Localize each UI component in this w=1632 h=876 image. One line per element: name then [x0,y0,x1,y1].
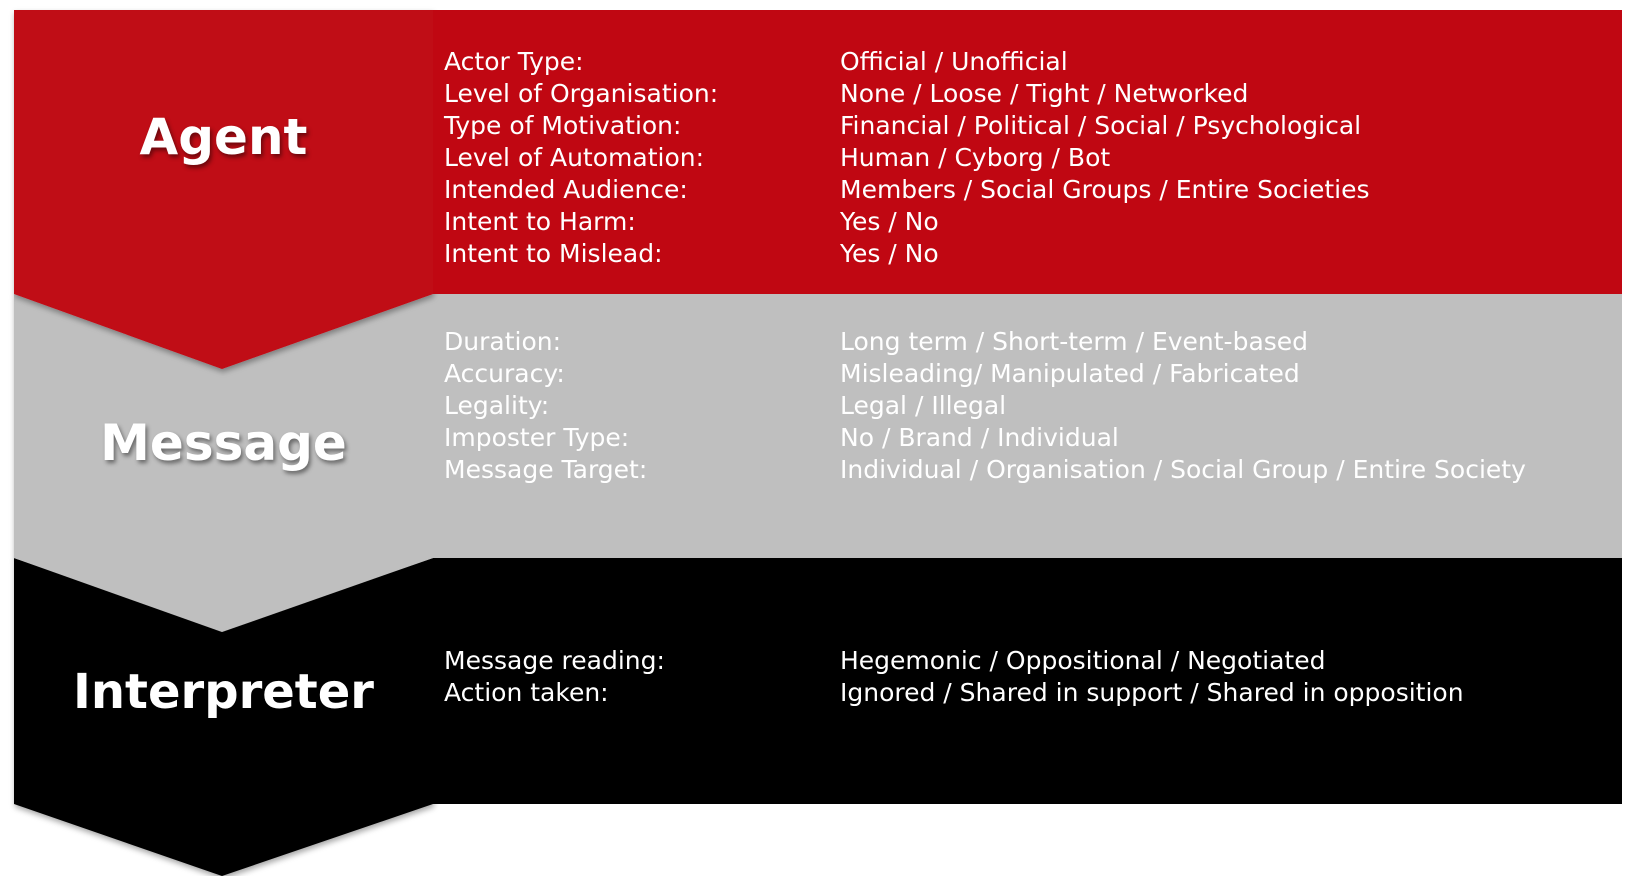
agent-row-motivation [444,110,1370,142]
message-row-imposter [444,422,1526,454]
message-row-accuracy [444,358,1526,390]
attribute-label: Accuracy: [444,359,565,388]
attribute-value: Yes / No [840,239,939,268]
agent-row-organisation [444,78,1370,110]
attribute-value: No / Brand / Individual [840,423,1119,452]
attribute-value: Legal / Illegal [840,391,1007,420]
attribute-label: Message reading: [444,646,665,675]
attribute-value: Ignored / Shared in support / Shared in opposition [840,678,1464,707]
attribute-label: Intent to Harm: [444,207,636,236]
attribute-label: Message Target: [444,455,648,484]
message-attributes [444,326,1526,486]
attribute-label: Type of Motivation: [444,111,682,140]
interpreter-title: Interpreter [73,664,374,720]
attribute-value: Members / Social Groups / Entire Societies [840,175,1370,204]
agent-row-intent-mislead [444,238,1370,270]
attribute-value: Human / Cyborg / Bot [840,143,1111,172]
agent-title: Agent [139,108,308,166]
attribute-label: Intent to Mislead: [444,239,663,268]
attribute-label: Action taken: [444,678,609,707]
agent-row-intent-harm [444,206,1370,238]
attribute-value: Yes / No [840,207,939,236]
agent-row-automation [444,142,1370,174]
message-row-target [444,454,1526,486]
attribute-label: Duration: [444,327,562,356]
interpreter-attributes [444,645,1464,709]
attribute-value: Individual / Organisation / Social Group / Entire Society [840,455,1526,484]
attribute-label: Level of Automation: [444,143,705,172]
interpreter-row-action [444,677,1464,709]
attribute-value: Long term / Short-term / Event-based [840,327,1309,356]
attribute-value: Misleading/ Manipulated / Fabricated [840,359,1300,388]
agent-chevron [14,10,433,369]
message-row-legality [444,390,1526,422]
attribute-value: Official / Unofficial [840,47,1068,76]
agent-row-audience [444,174,1370,206]
attribute-label: Intended Audience: [444,175,688,204]
message-row-duration [444,326,1526,358]
message-title: Message [100,414,347,472]
attribute-value: None / Loose / Tight / Networked [840,79,1249,108]
attribute-label: Legality: [444,391,550,420]
interpreter-row-reading [444,645,1464,677]
attribute-label: Actor Type: [444,47,584,76]
agent-row-actor-type [444,46,1370,78]
attribute-label: Imposter Type: [444,423,630,452]
agent-attributes [444,46,1370,270]
attribute-label: Level of Organisation: [444,79,719,108]
attribute-value: Financial / Political / Social / Psychological [840,111,1362,140]
attribute-value: Hegemonic / Oppositional / Negotiated [840,646,1326,675]
